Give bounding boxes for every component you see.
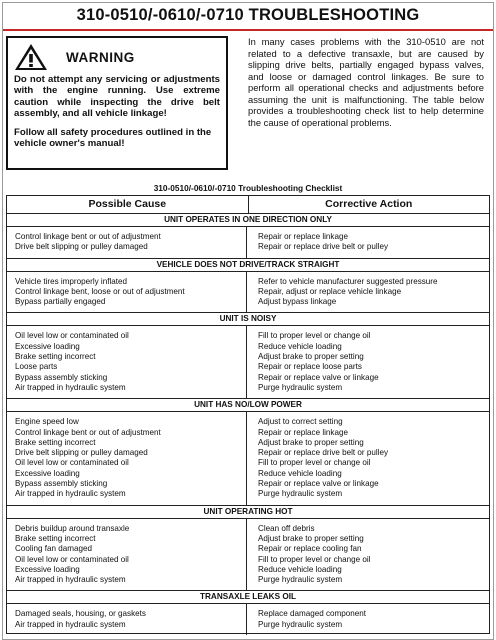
possible-cause-item: Control linkage bent or out of adjustment [15,232,161,241]
warning-heading: WARNING [66,49,135,65]
intro-paragraph: In many cases problems with the 310-0510 are not related to a defective transaxle, but are caused by slipping drive belts, partially engaged bypass valves, and loose or damaged control linkages. Be sure to perform all operational checks and adjustments before assuming the unit is malfunctioning. The table below provides a troubleshooting check list to help determine the cause of operational problems. [248,36,484,128]
corrective-action-item: Repair or replace linkage [258,232,348,241]
corrective-action-item: Repair, adjust or replace vehicle linkage [258,286,402,296]
corrective-action-item: Replace damaged component [258,609,366,619]
corrective-action-item: Repair or replace drive belt or pulley [258,448,389,458]
section-rows [7,272,489,314]
corrective-action-column [246,227,489,258]
possible-cause-column [7,272,246,313]
corrective-action-item: Adjust brake to proper setting [258,533,364,543]
corrective-action-column [246,272,489,313]
section-rows [7,412,489,505]
corrective-action-item: Repair or replace loose parts [258,362,362,372]
section-heading: UNIT HAS NO/LOW POWER [7,399,489,412]
corrective-action-item: Repair or replace valve or linkage [258,372,379,382]
title-divider [3,29,493,31]
corrective-action-item: Repair or replace linkage [258,427,348,437]
troubleshooting-table [6,195,490,634]
possible-cause-item: Loose parts [15,362,58,372]
corrective-action-item: Fill to proper level or change oil [258,331,371,341]
corrective-action-item: Adjust brake to proper setting [258,352,364,362]
corrective-action-item: Repair or replace cooling fan [258,544,362,554]
warning-safety-text: Follow all safety procedures outlined in the vehicle owner's manual! [14,127,212,150]
possible-cause-item: Oil level low or contaminated oil [15,554,129,564]
section-rows [7,519,489,592]
possible-cause-item: Cooling fan damaged [15,544,92,554]
possible-cause-item: Bypass assembly sticking [15,372,108,382]
possible-cause-item: Control linkage bent, loose or out of adjustment [15,286,185,296]
possible-cause-item: Engine speed low [15,417,79,427]
corrective-action-item: Repair or replace drive belt or pulley [258,242,389,252]
possible-cause-item: Excessive loading [15,564,80,574]
possible-cause-item: Excessive loading [15,341,80,351]
corrective-action-item: Repair or replace valve or linkage [258,479,379,489]
corrective-action-column [246,604,489,635]
possible-cause-item: Control linkage bent or out of adjustment [15,427,161,437]
possible-cause-item: Bypass partially engaged [15,297,106,307]
possible-cause-column [7,519,246,591]
corrective-action-item: Fill to proper level or change oil [258,554,371,564]
corrective-action-column [246,412,489,504]
possible-cause-item: Vehicle tires improperly inflated [15,276,128,286]
corrective-action-item: Reduce vehicle loading [258,468,342,478]
possible-cause-item: Air trapped in hydraulic system [15,382,126,392]
corrective-action-item: Clean off debris [258,523,315,533]
possible-cause-item: Drive belt slipping or pulley damaged [15,242,148,252]
section-heading: UNIT OPERATES IN ONE DIRECTION ONLY [7,214,489,227]
corrective-action-item: Adjust brake to proper setting [258,437,364,447]
header-possible-cause: Possible Cause [88,198,167,210]
warning-header [14,43,220,71]
possible-cause-column [7,227,246,258]
corrective-action-item: Adjust to correct setting [258,417,343,427]
section-heading: UNIT OPERATING HOT [7,506,489,519]
possible-cause-item: Oil level low or contaminated oil [15,458,129,468]
section-rows [7,227,489,259]
section-rows [7,326,489,399]
warning-triangle-icon [14,43,48,71]
possible-cause-item: Air trapped in hydraulic system [15,619,126,629]
corrective-action-column [246,519,489,591]
warning-box [6,36,228,170]
table-header [7,196,489,214]
corrective-action-item: Adjust bypass linkage [258,297,337,307]
possible-cause-item: Excessive loading [15,468,80,478]
possible-cause-item: Air trapped in hydraulic system [15,575,126,585]
possible-cause-item: Air trapped in hydraulic system [15,489,126,499]
section-heading: VEHICLE DOES NOT DRIVE/TRACK STRAIGHT [7,259,489,272]
possible-cause-column [7,326,246,398]
corrective-action-item: Purge hydraulic system [258,575,343,585]
possible-cause-column [7,604,246,635]
corrective-action-item: Purge hydraulic system [258,489,343,499]
section-rows [7,604,489,635]
possible-cause-column [7,412,246,504]
corrective-action-item: Reduce vehicle loading [258,564,342,574]
corrective-action-item: Purge hydraulic system [258,382,343,392]
possible-cause-item: Drive belt slipping or pulley damaged [15,448,148,458]
possible-cause-item: Brake setting incorrect [15,437,96,447]
corrective-action-item: Fill to proper level or change oil [258,458,371,468]
header-corrective-action: Corrective Action [248,196,490,213]
possible-cause-item: Debris buildup around transaxle [15,523,130,533]
checklist-title: 310-0510/-0610/-0710 Troubleshooting Checklist [153,183,343,193]
warning-text: Do not attempt any servicing or adjustments with the engine running. Use extreme caution while inspecting the drive belt assembly, and all vehicle linkage! [14,74,220,119]
possible-cause-item: Brake setting incorrect [15,352,96,362]
possible-cause-item: Damaged seals, housing, or gaskets [15,609,146,619]
section-heading: UNIT IS NOISY [7,313,489,326]
corrective-action-item: Reduce vehicle loading [258,341,342,351]
corrective-action-item: Refer to vehicle manufacturer suggested pressure [258,276,438,286]
possible-cause-item: Oil level low or contaminated oil [15,331,129,341]
corrective-action-column [246,326,489,398]
possible-cause-item: Bypass assembly sticking [15,479,108,489]
corrective-action-item: Purge hydraulic system [258,619,343,629]
section-heading: TRANSAXLE LEAKS OIL [7,591,489,604]
possible-cause-item: Brake setting incorrect [15,533,96,543]
page-title: 310-0510/-0610/-0710 TROUBLESHOOTING [76,6,420,24]
